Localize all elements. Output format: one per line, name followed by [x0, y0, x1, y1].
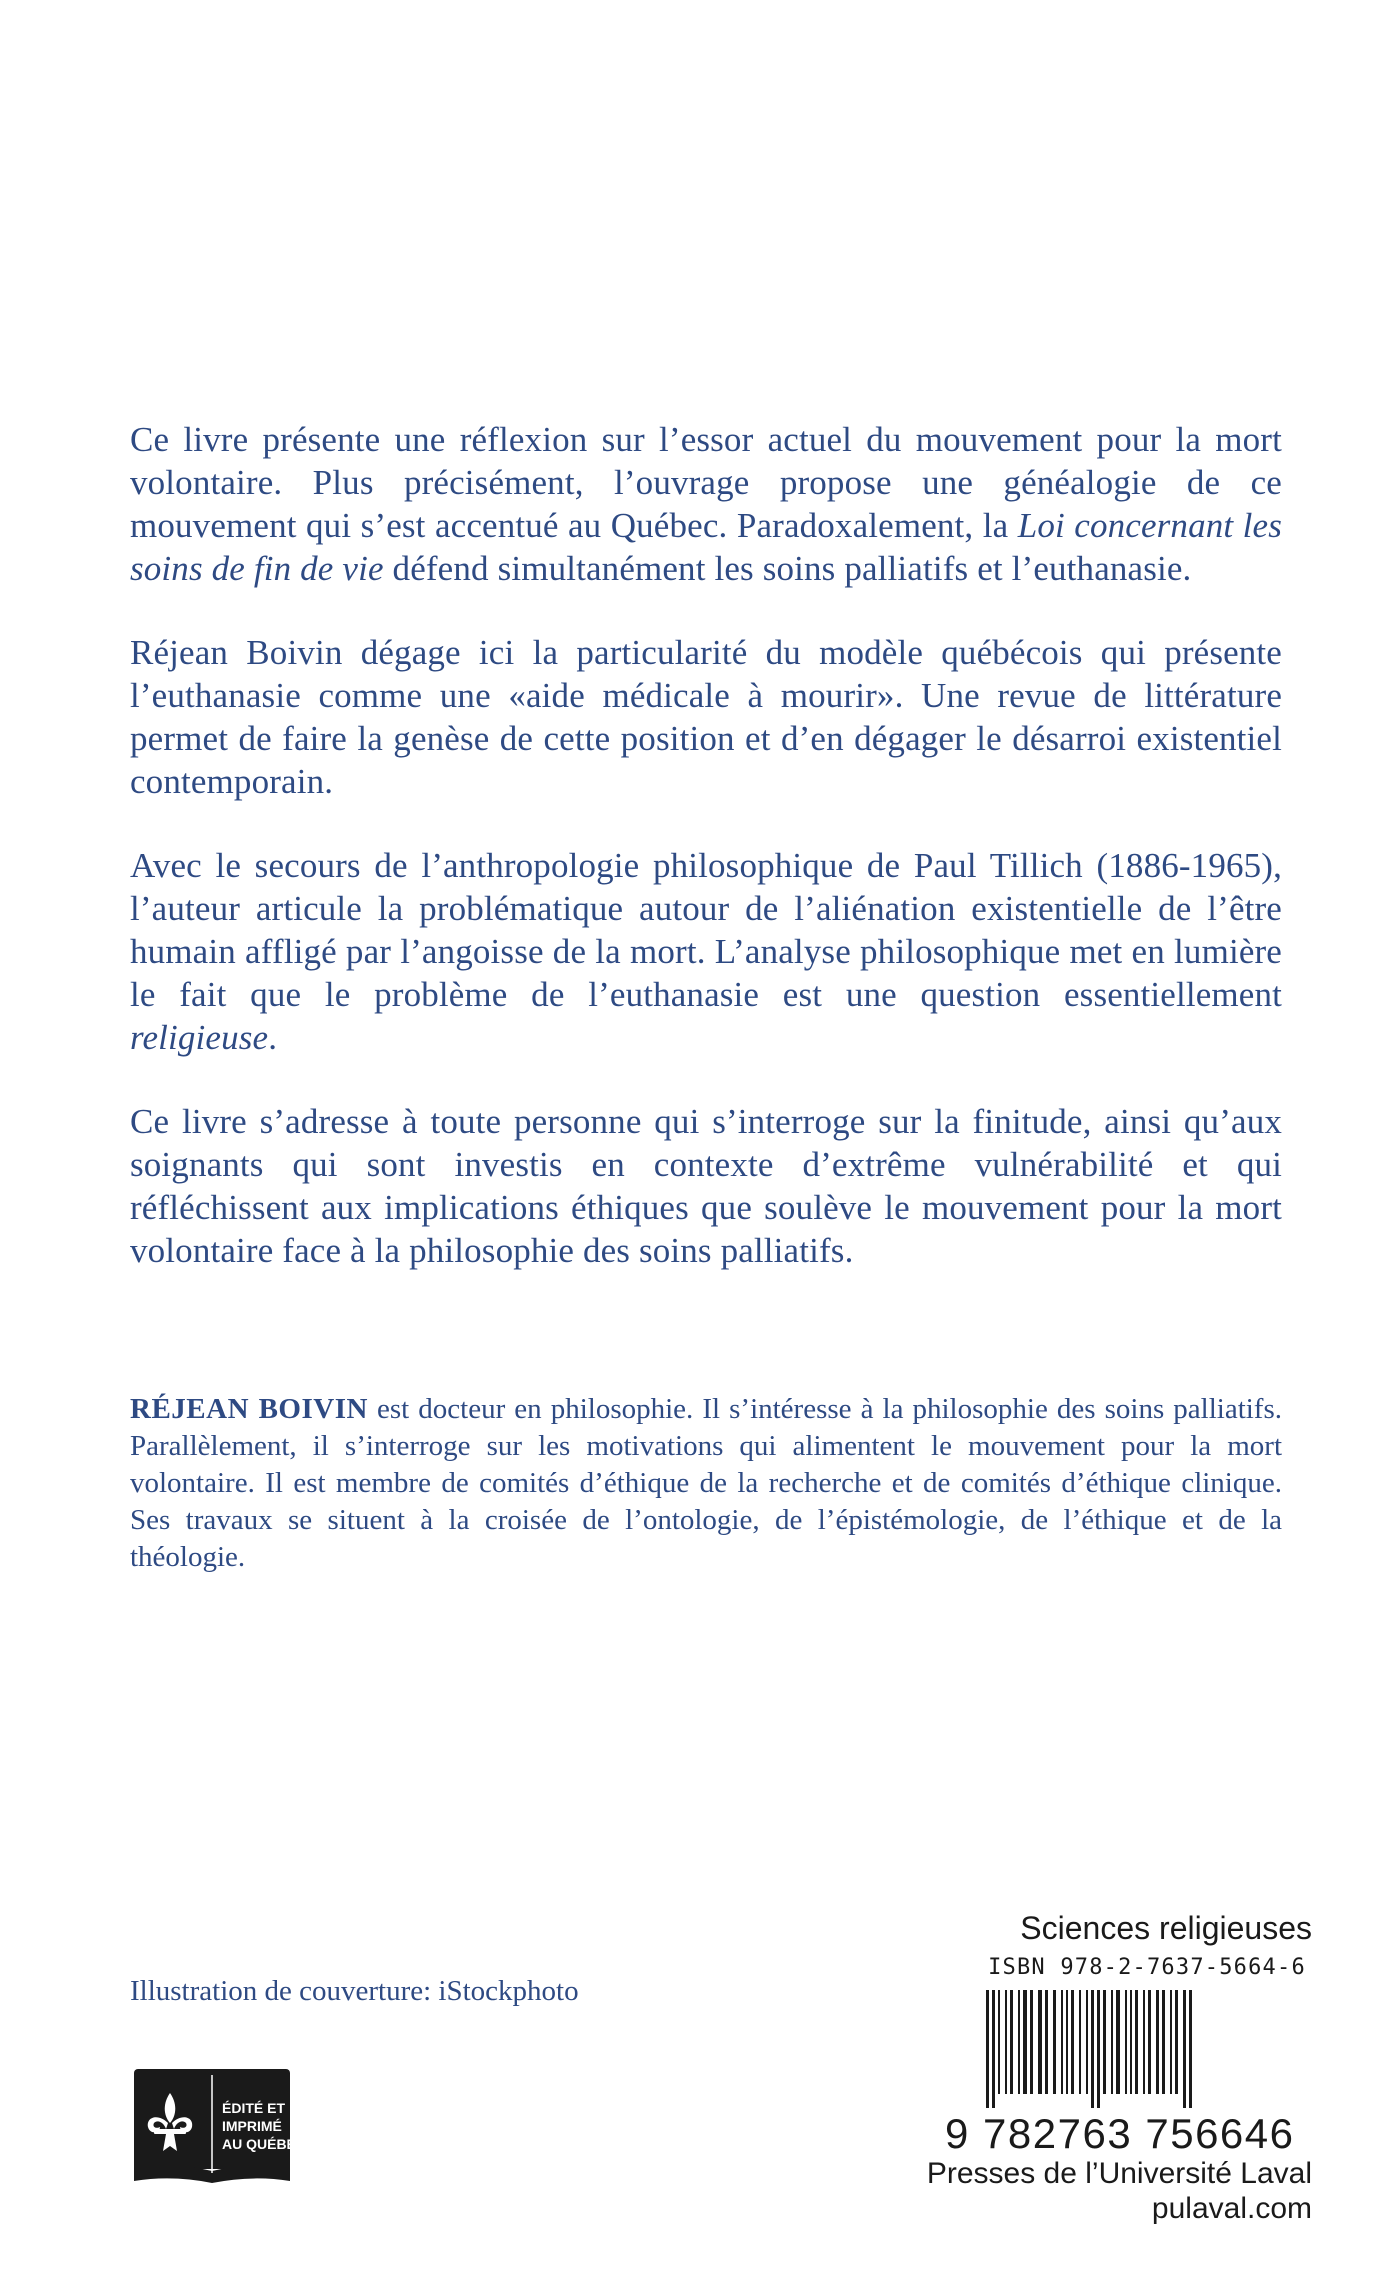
blurb-paragraph-2: Réjean Boivin dégage ici la particularité du modèle québécois qui présente l’euthanasie comme une «aide médicale à mourir». Une revue de littérature permet de faire la genèse de cette position et d’en dégager le désarroi existentiel contemporain.: [130, 633, 1282, 801]
barcode-bar: [1156, 1990, 1159, 2094]
author-bio: [130, 1391, 1282, 1576]
blurb-paragraph-4: Ce livre s’adresse à toute personne qui s’interroge sur la finitude, ainsi qu’aux soignants qui sont investis en contexte d’extrême vulnérabilité et qui réfléchissent aux implications éthiques que soulève le mouvement pour la mort volontaire face à la philosophie des soins palliatifs.: [130, 1102, 1282, 1270]
barcode-bar: [1061, 1990, 1063, 2094]
emphasis-religieuse: religieuse: [130, 1018, 269, 1057]
back-cover-blurb: [130, 418, 1282, 1313]
barcode-bar: [1103, 1990, 1106, 2094]
barcode-bar: [1162, 1990, 1165, 2094]
barcode-bar: [986, 1990, 989, 2108]
author-bio-paragraph: [130, 1391, 1282, 1576]
barcode-bar: [1111, 1990, 1113, 2094]
barcode-bar: [1005, 1990, 1007, 2094]
barcode-bar: [1135, 1990, 1138, 2094]
blurb-p1-text-a: Ce livre présente une réflexion sur l’essor actuel du mouvement pour la mort volontaire. Plus précisément, l’ouvrage propose une généalogie de ce mouvement qui s’est accentué au Québec. Paradoxalement, la: [130, 420, 1282, 545]
logo-label-line-3: AU QUÉBEC: [222, 2136, 307, 2152]
barcode-bar: [1175, 1990, 1178, 2094]
barcode-bar: [1079, 1990, 1081, 2094]
barcode-bar: [1038, 1990, 1042, 2094]
barcode-bar: [1183, 1990, 1186, 2108]
blurb-p1-text-b: défend simultanément les soins palliatifs et l’euthanasie.: [383, 549, 1192, 588]
cover-illustration-credit: Illustration de couverture: iStockphoto: [130, 1975, 579, 2007]
publisher-website: pulaval.com: [1151, 2192, 1312, 2225]
barcode-bar: [1071, 1990, 1074, 2094]
barcode-bar: [1053, 1990, 1056, 2094]
barcode-bar: [1023, 1990, 1027, 2094]
barcode-bar: [1091, 1990, 1094, 2108]
law-title: Loi concernant les soins de fin de vie: [130, 506, 1283, 588]
barcode-bar: [1143, 1990, 1145, 2094]
barcode-bar: [1066, 1990, 1068, 2094]
barcode-bar: [1045, 1990, 1048, 2094]
barcode-bar: [1148, 1990, 1151, 2094]
blurb-paragraph-1: [130, 418, 1282, 590]
edite-au-quebec-logo: [130, 2065, 307, 2189]
barcode-bar: [1125, 1990, 1127, 2094]
isbn-label: ISBN 978-2-7637-5664-6: [988, 1955, 1306, 1980]
blurb-p3-text-a: Avec le secours de l’anthropologie philosophique de Paul Tillich (1886-1965), l’auteur articule la problématique autour de l’aliénation existentielle de l’être humain affligé par l’angoisse de la mort. L’analyse philosophique met en lumière le fait que le problème de l’euthanasie est une question essentiellement: [130, 846, 1282, 1014]
barcode-bar: [1018, 1990, 1020, 2094]
isbn-barcode: [982, 1990, 1312, 2112]
barcode-bar: [1116, 1990, 1120, 2094]
barcode-bar: [1086, 1990, 1088, 2094]
barcode-bar: [1097, 1990, 1100, 2108]
logo-label-line-1: ÉDITÉ ET: [222, 2100, 286, 2116]
barcode-bar: [992, 1990, 995, 2108]
barcode-bar: [1130, 1990, 1132, 2094]
blurb-p3-text-b: .: [268, 1018, 278, 1057]
series-name: Sciences religieuses: [1020, 1910, 1312, 1946]
publisher-name: Presses de l’Université Laval: [926, 2157, 1312, 2190]
blurb-paragraph-3: [130, 844, 1282, 1059]
author-bio-text: est docteur en philosophie. Il s’intéresse à la philosophie des soins palliatifs. Parallèlement, il s’interroge sur les motivations qui alimentent le mouvement pour la mort volontaire. Il est membre de comités d’éthique de la recherche et de comités d’éthique clinique. Ses travaux se situent à la croisée de l’ontologie, de l’épistémologie, de l’éthique et de la théologie.: [130, 1393, 1283, 1573]
barcode-bar: [1189, 1990, 1192, 2108]
author-name: RÉJEAN BOIVIN: [130, 1393, 368, 1425]
barcode-bar: [1170, 1990, 1172, 2094]
barcode-bar: [998, 1990, 1000, 2094]
barcode-digits: 9 782763 756646: [945, 2110, 1295, 2157]
logo-label-line-2: IMPRIMÉ: [222, 2118, 282, 2134]
publisher-block: [880, 2156, 1312, 2226]
barcode-bar: [1030, 1990, 1033, 2094]
barcode-bar: [1010, 1990, 1013, 2094]
